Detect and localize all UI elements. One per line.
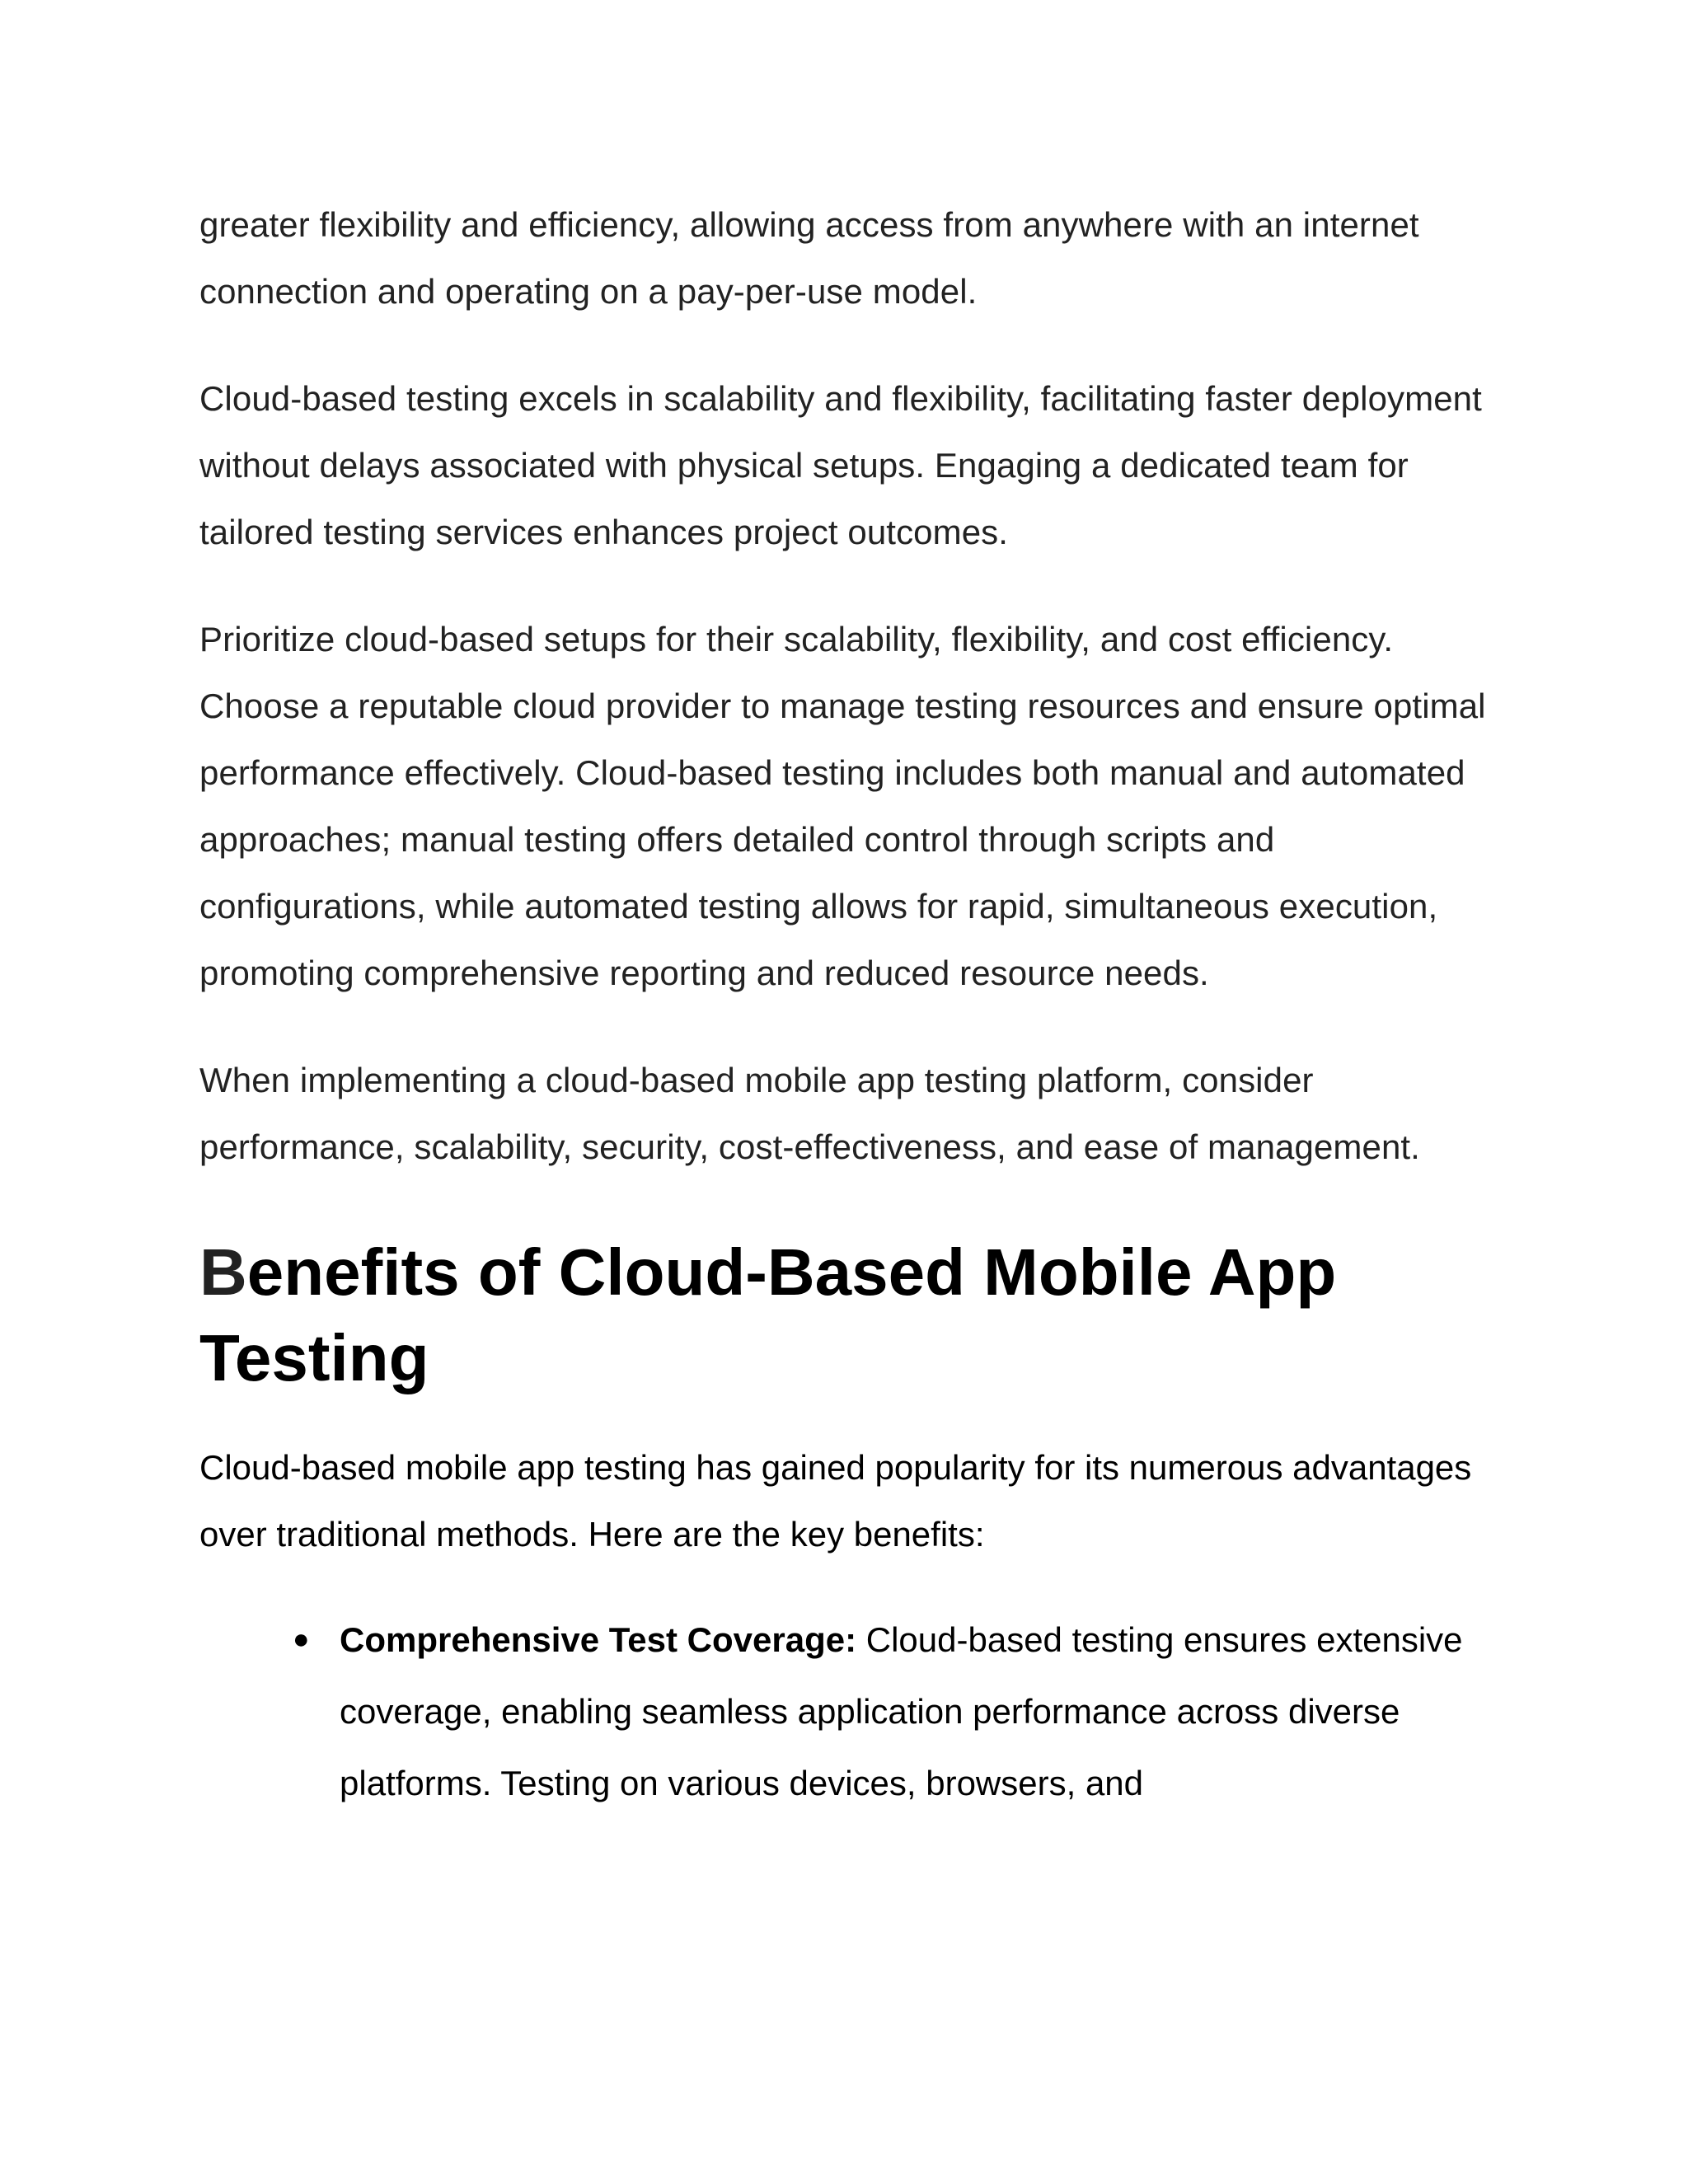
heading-first-letter: B bbox=[199, 1235, 247, 1309]
bullet-icon: ● bbox=[293, 1624, 310, 1655]
list-item bbox=[293, 1604, 1502, 1819]
bullet-text: Cloud-based testing ensures extensive coverage, enabling seamless application performance across diverse platforms. Testing on various devices, browsers, and bbox=[340, 1620, 1463, 1802]
section-heading bbox=[199, 1230, 1502, 1401]
intro-paragraph: Cloud-based mobile app testing has gained popularity for its numerous advantages over traditional methods. Here are the key benefits: bbox=[199, 1448, 1472, 1554]
paragraph: Prioritize cloud-based setups for their scalability, flexibility, and cost efficiency. Choose a reputable cloud provider to manage testing resources and ensure optimal performance effectively. Cloud-based testing includes both manual and automated approaches; manual testing offers detailed control through scripts and configurations, while automated testing allows for rapid, simultaneous execution, promoting comprehensive reporting and reduced resource needs. bbox=[199, 620, 1486, 992]
bullet-term: Comprehensive Test Coverage: bbox=[340, 1620, 857, 1659]
heading-text: enefits of Cloud-Based Mobile App Testing bbox=[199, 1235, 1337, 1394]
benefits-list bbox=[199, 1604, 1502, 1819]
paragraph: Cloud-based testing excels in scalability and flexibility, facilitating faster deployment without delays associated with physical setups. Engaging a dedicated team for tailored testing services enhances project outcomes. bbox=[199, 379, 1482, 551]
paragraph: greater flexibility and efficiency, allowing access from anywhere with an internet connection and operating on a pay-per-use model. bbox=[199, 205, 1419, 311]
paragraph: When implementing a cloud-based mobile app testing platform, consider performance, scalability, security, cost-effectiveness, and ease of management. bbox=[199, 1061, 1420, 1166]
document-body bbox=[199, 191, 1502, 1819]
